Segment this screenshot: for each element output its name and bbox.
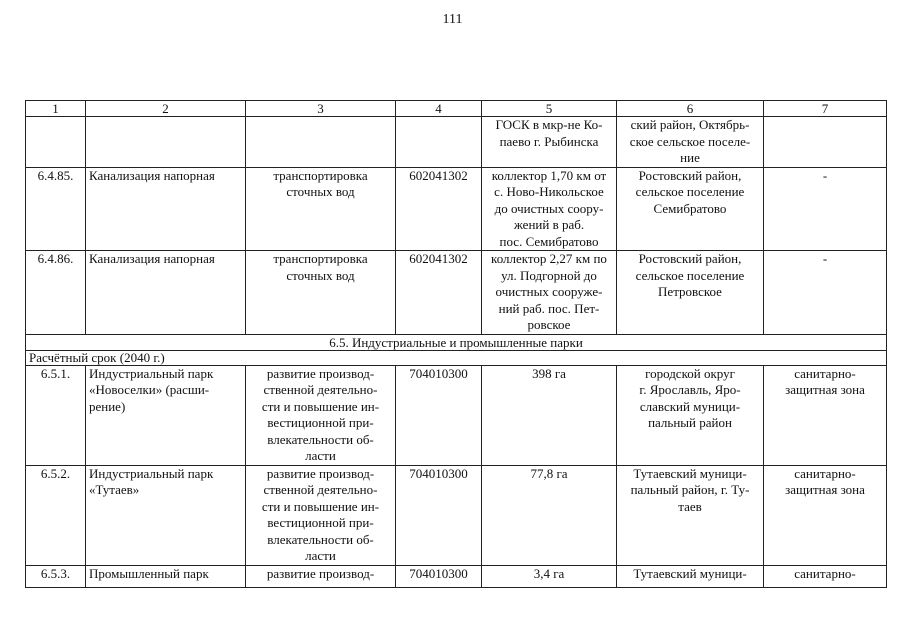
purpose-cell: [246, 251, 396, 335]
cell-line: сельское поселение: [635, 267, 745, 283]
cell-line: г. Ярославль, Яро-: [639, 382, 741, 397]
cell-line: ний раб. пос. Пет-: [498, 300, 600, 316]
row-number-cell: 6.5.1.: [26, 365, 86, 465]
empty-cell: [764, 117, 887, 168]
cell-line: ние: [680, 150, 700, 165]
column-number-cell: 2: [86, 101, 246, 117]
cell-line: Тутаевский муници-: [633, 465, 747, 481]
cell-line: Семибратово: [653, 200, 727, 216]
district-cell: [617, 167, 764, 251]
column-number-row: [26, 101, 887, 117]
table-row: [26, 565, 887, 587]
column-number-cell: 3: [246, 101, 396, 117]
zone-cell: [764, 365, 887, 465]
period-title: Расчётный срок (2040 г.): [26, 350, 887, 365]
cell-line: сти и повышение ин-: [261, 398, 380, 414]
row-number-cell: 6.4.85.: [26, 167, 86, 251]
cell-line: паево г. Рыбинска: [499, 133, 599, 149]
cell-line: транспортировка: [273, 251, 368, 266]
table-row: [26, 365, 887, 465]
column-number-cell: 5: [482, 101, 617, 117]
cell-line: пальный район, г. Ту-: [630, 482, 750, 497]
cell-line: рение): [89, 398, 126, 414]
cell-line: «Тутаев»: [89, 482, 140, 497]
cell-line: санитарно-: [794, 365, 856, 381]
cell-line: городской округ: [645, 365, 735, 381]
cell-line: Петровское: [658, 284, 722, 299]
cell-line: сточных вод: [286, 267, 355, 283]
cell-line: ское сельское поселе-: [629, 133, 751, 149]
cell-line: развитие производ-: [266, 565, 375, 581]
object-name-cell: [86, 465, 246, 565]
location-cell: [482, 365, 617, 465]
cell-line: сточных вод: [286, 184, 355, 199]
code-cell: 704010300: [396, 365, 482, 465]
location-cell: [482, 167, 617, 251]
purpose-cell: [246, 465, 396, 565]
district-cell: [617, 365, 764, 465]
row-number-cell: 6.4.86.: [26, 251, 86, 335]
cell-line: с. Ново-Никольское: [494, 184, 604, 199]
object-name-cell: [86, 365, 246, 465]
empty-cell: [246, 117, 396, 168]
cell-line: защитная зона: [785, 382, 865, 397]
cell-line: до очистных соору-: [494, 200, 604, 216]
location-cell: [482, 465, 617, 565]
district-cell: [617, 117, 764, 168]
cell-line: санитарно-: [794, 465, 856, 481]
cell-line: вестиционной при-: [267, 515, 374, 530]
zone-cell: [764, 465, 887, 565]
cell-line: ласти: [305, 448, 336, 463]
table-row: [26, 167, 887, 251]
cell-line: защитная зона: [785, 482, 865, 497]
column-number-cell: 6: [617, 101, 764, 117]
empty-cell: [86, 117, 246, 168]
section-title-row: [26, 334, 887, 350]
code-cell: 602041302: [396, 251, 482, 335]
empty-cell: [26, 117, 86, 168]
cell-line: ласти: [305, 548, 336, 563]
cell-line: Промышленный парк: [89, 565, 209, 581]
zone-cell: [764, 251, 887, 335]
cell-line: Ростовский район,: [638, 251, 742, 266]
continuation-row: [26, 117, 887, 168]
cell-line: ГОСК в мкр-не Ко-: [495, 117, 603, 132]
zone-cell: [764, 565, 887, 587]
cell-line: коллектор 2,27 км по: [491, 251, 607, 266]
cell-line: 398 га: [532, 365, 566, 381]
cell-line: коллектор 1,70 км от: [491, 167, 607, 183]
cell-line: санитарно-: [794, 565, 856, 581]
cell-line: пальный район: [648, 415, 732, 430]
object-name-cell: [86, 251, 246, 335]
cell-line: сти и повышение ин-: [261, 498, 380, 514]
zone-cell: [764, 167, 887, 251]
cell-line: развитие производ-: [266, 365, 375, 381]
period-row: [26, 350, 887, 365]
table-row: [26, 465, 887, 565]
cell-line: очистных сооруже-: [495, 284, 603, 299]
purpose-cell: [246, 565, 396, 587]
code-cell: 704010300: [396, 465, 482, 565]
district-cell: [617, 565, 764, 587]
cell-line: Ростовский район,: [638, 167, 742, 183]
section-title: 6.5. Индустриальные и промышленные парки: [26, 334, 887, 350]
cell-line: ственной деятельно-: [263, 482, 378, 497]
cell-line: «Новоселки» (расши-: [89, 382, 210, 397]
cell-line: пос. Семибратово: [499, 233, 599, 249]
column-number-cell: 1: [26, 101, 86, 117]
page-number: 111: [442, 12, 463, 27]
cell-line: Индустриальный парк: [89, 365, 214, 381]
cell-line: славский муници-: [639, 398, 741, 414]
cell-line: Тутаевский муници-: [633, 565, 747, 581]
cell-line: влекательности об-: [267, 531, 374, 547]
district-cell: [617, 465, 764, 565]
code-cell: 704010300: [396, 565, 482, 587]
table-row: [26, 251, 887, 335]
cell-line: Канализация напорная: [89, 251, 215, 266]
cell-line: 77,8 га: [530, 465, 568, 481]
column-number-cell: 4: [396, 101, 482, 117]
object-name-cell: [86, 167, 246, 251]
cell-line: Канализация напорная: [89, 167, 215, 183]
cell-line: вестиционной при-: [267, 415, 374, 430]
objects-table: [25, 100, 887, 588]
cell-line: жений в раб.: [513, 217, 585, 232]
code-cell: 602041302: [396, 167, 482, 251]
cell-line: -: [822, 167, 828, 183]
column-number-cell: 7: [764, 101, 887, 117]
row-number-cell: 6.5.3.: [26, 565, 86, 587]
purpose-cell: [246, 167, 396, 251]
cell-line: ул. Подгорной до: [501, 267, 597, 283]
cell-line: 3,4 га: [533, 565, 565, 581]
location-cell: [482, 251, 617, 335]
cell-line: Индустриальный парк: [89, 465, 214, 481]
cell-line: транспортировка: [273, 167, 368, 183]
cell-line: -: [822, 251, 828, 266]
location-cell: [482, 117, 617, 168]
cell-line: ровское: [527, 317, 571, 332]
empty-cell: [396, 117, 482, 168]
district-cell: [617, 251, 764, 335]
cell-line: ский район, Октябрь-: [630, 117, 750, 132]
cell-line: сельское поселение: [635, 184, 745, 199]
location-cell: [482, 565, 617, 587]
cell-line: развитие производ-: [266, 465, 375, 481]
cell-line: ственной деятельно-: [263, 382, 378, 397]
object-name-cell: [86, 565, 246, 587]
cell-line: таев: [678, 498, 702, 514]
purpose-cell: [246, 365, 396, 465]
row-number-cell: 6.5.2.: [26, 465, 86, 565]
cell-line: влекательности об-: [267, 431, 374, 447]
